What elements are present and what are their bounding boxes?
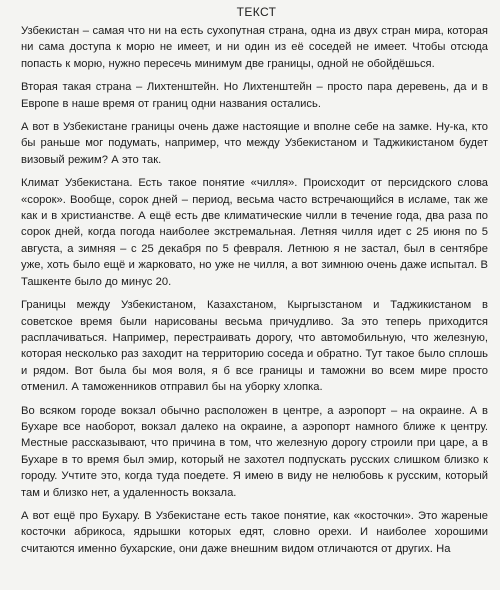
paragraph-liechtenstein: Вторая такая страна – Лихтенштейн. Но Лихтенштейн – просто пара деревень, да и в Европе в наше время от границ одни названия остались.	[21, 81, 488, 110]
paragraph-borders-visa: А вот в Узбекистане границы очень даже настоящие и вполне себе на замке. Ну-ка, кто бы раньше мог подумать, например, что между Узбекистаном и Таджикистаном будет визовый режим? А это так.	[21, 121, 488, 166]
paragraph-uzbekistan-landlocked: Узбекистан – самая что ни на есть сухопутная страна, одна из двух стран мира, которая ни сама доступа к морю не имеет, и ни один из её соседей не имеет. Чтобы отсюда попасть к морю, нужно пересечь минимум две границы, одной не обойдёшься.	[21, 25, 488, 70]
paragraph-climate-chilla: Климат Узбекистана. Есть такое понятие «чилля». Происходит от персидского слова «сорок». Вообще, сорок дней – период, весьма часто встречающийся в исламе, так же как и в христианстве. А ещё есть две климатические чилли в течение года, два раза по сорок дней, когда погода наиболее экстремальная. Летняя чилля идет с 25 июня по 5 августа, а зимняя – с 25 декабря по 5 февраля. Летнюю я не застал, был в сентябре уже, хоть было ещё и жарковато, но уже не чилля, а вот зимнюю очень даже испытал. В Ташкенте было до минус 20.	[21, 177, 488, 288]
document-title: ТЕКСТ	[236, 5, 277, 19]
paragraph-bukhara-station: Во всяком городе вокзал обычно расположен в центре, а аэропорт – на окраине. А в Бухаре все наоборот, вокзал далеко на окраине, а аэропорт намного ближе к центру. Местные рассказывают, что причина в том, что железную дорогу строили при царе, а в Бухаре в то время был эмир, который не захотел подпускать русских слишком близко к городу. Учтите это, когда туда поедете. Я имею в виду не нелюбовь к русским, который там и близко нет, а удаленность вокзала.	[21, 404, 488, 499]
paragraph-soviet-borders: Границы между Узбекистаном, Казахстаном, Кыргызстаном и Таджикистаном в советское время были нарисованы весьма причудливо. За это теперь приходится расплачиваться. Например, перестраивать дорогу, что автомобильную, что железную, которая несколько раз заходит на территорию соседа и обратно. Тут такое было сплошь и рядом. Вот была бы моя воля, я б все границы и таможни во всем мире просто отменил. А таможенников отправил бы на уборку хлопка.	[21, 299, 488, 394]
paragraph-bukhara-kernels: А вот ещё про Бухару. В Узбекистане есть такое понятие, как «косточки». Это жареные косточки абрикоса, ядрышки которых едят, словно орехи. И наиболее хорошими считаются именно бухарские, они даже внешним видом отличаются от других. На	[21, 509, 488, 555]
